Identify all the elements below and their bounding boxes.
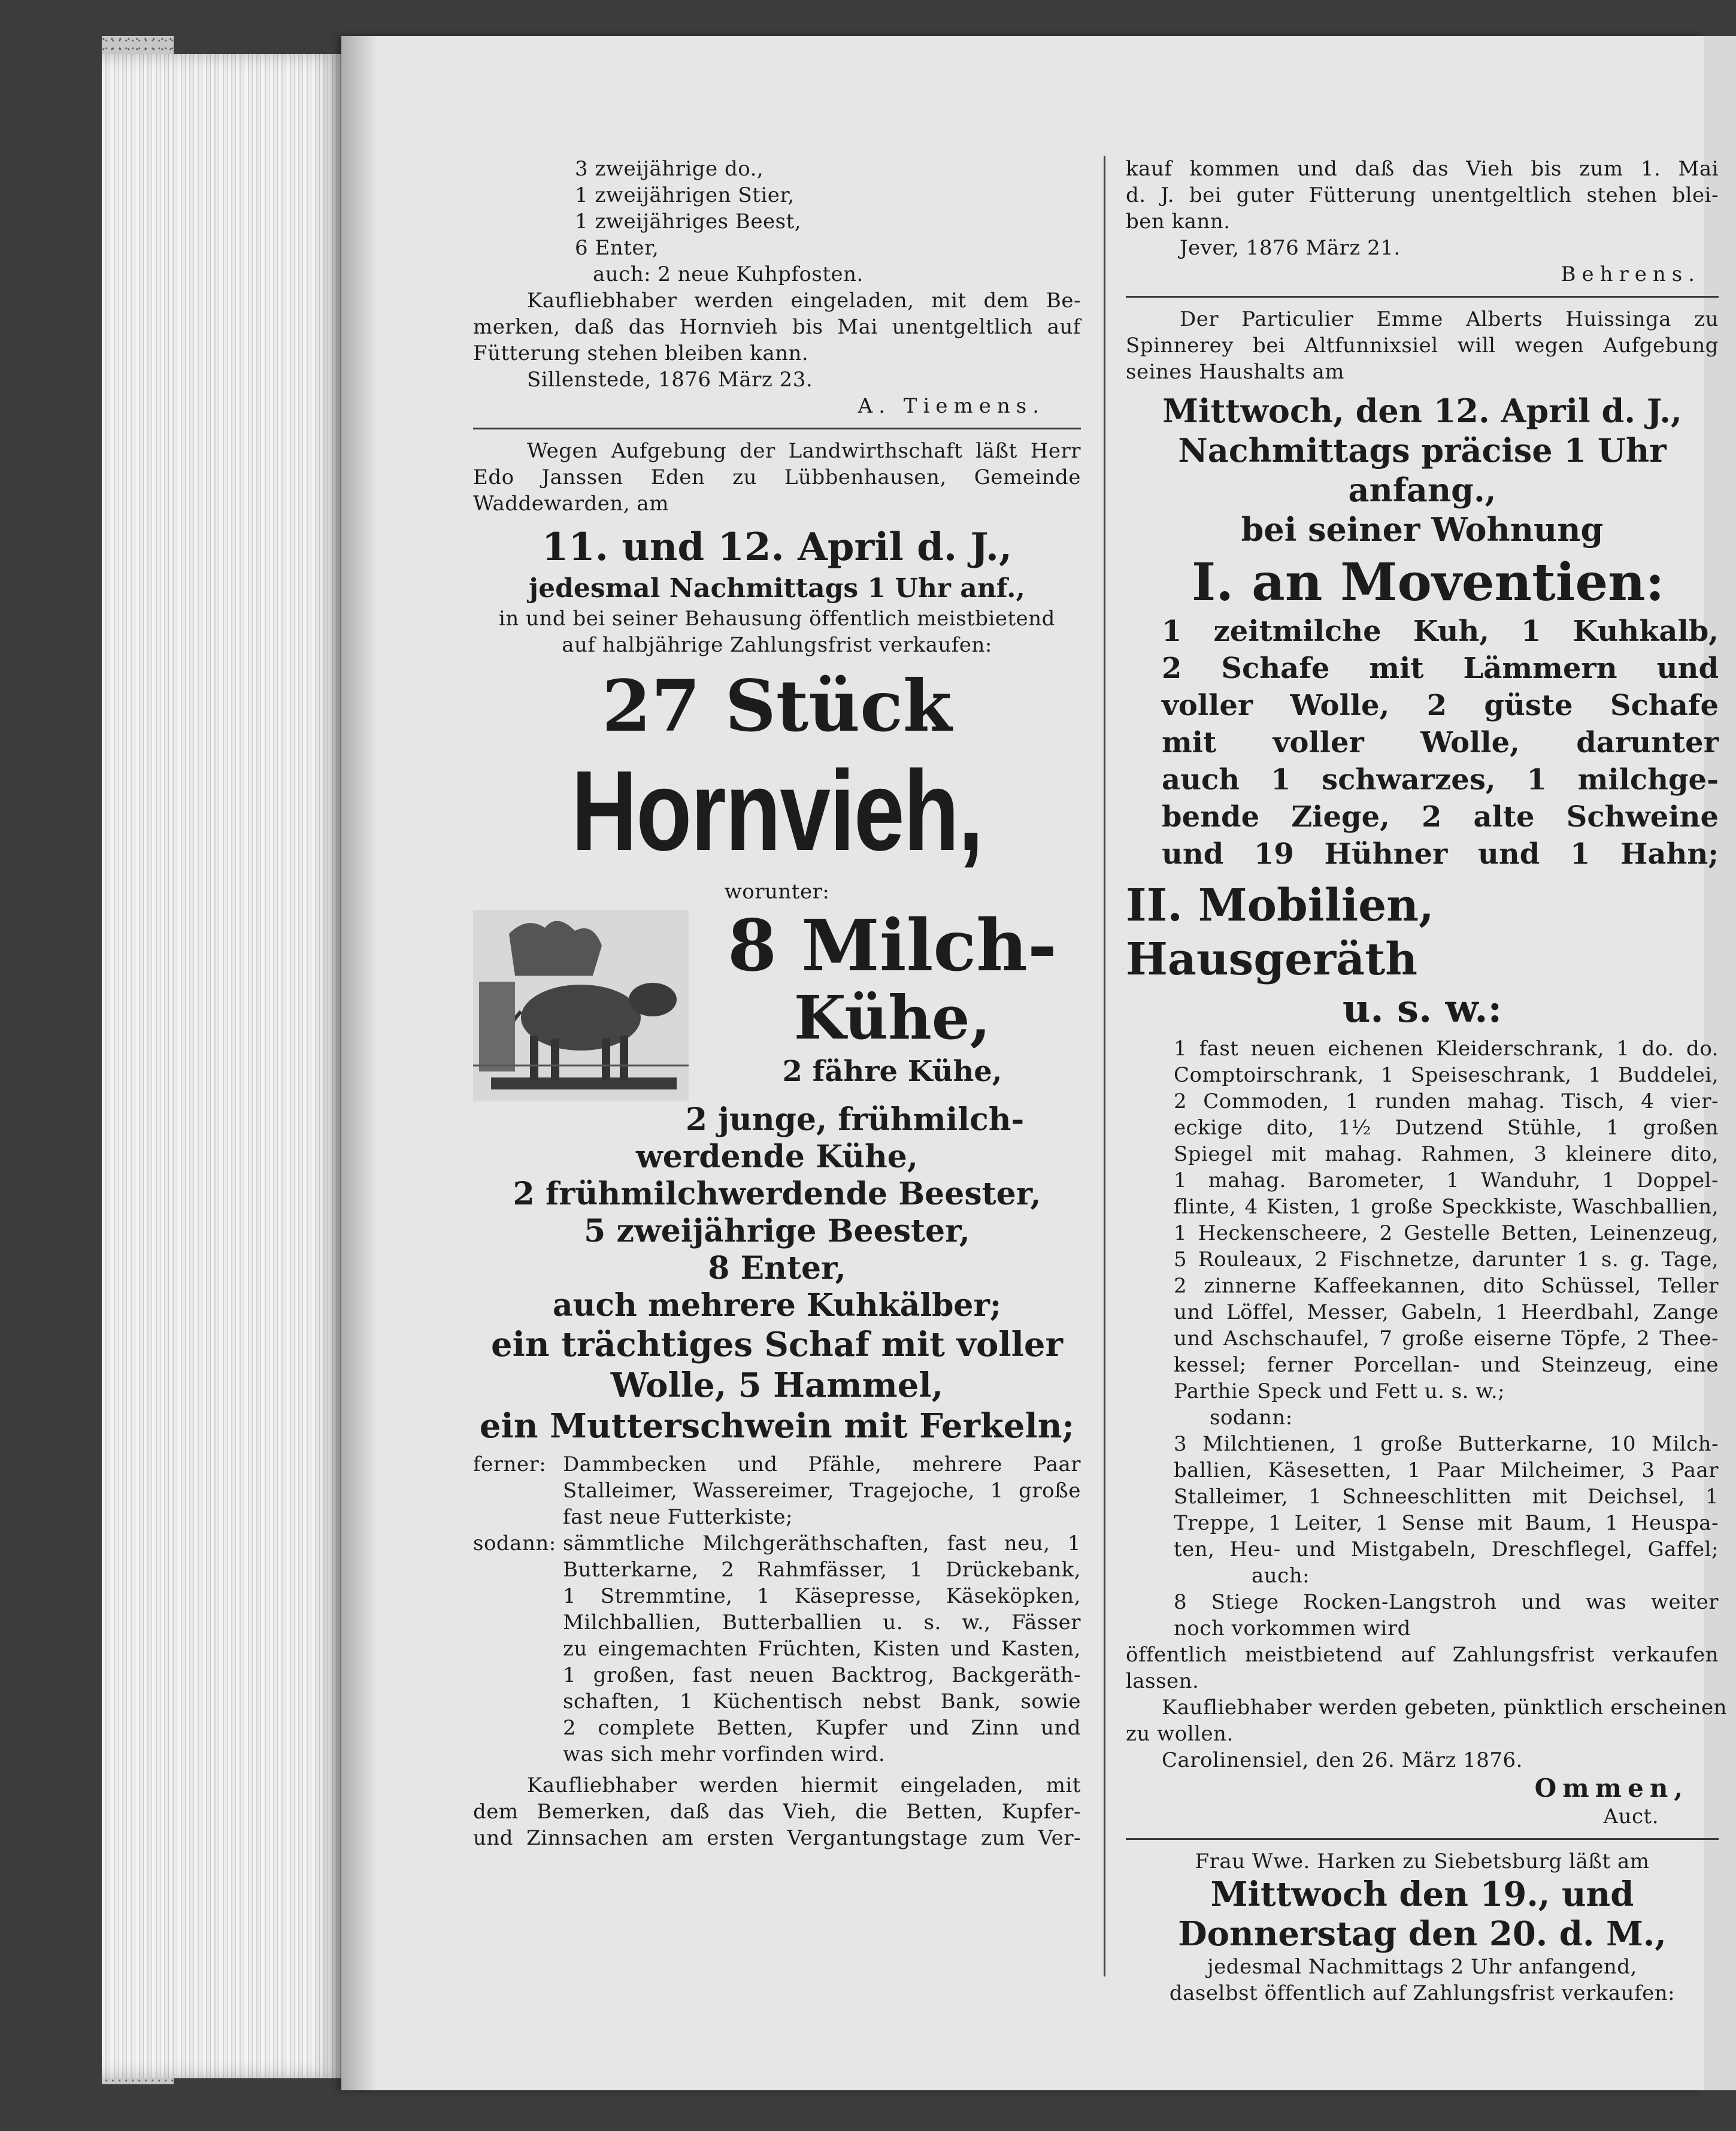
ad-jever-continuation [1126, 156, 1719, 287]
section-moventien: I. an Moventien: [1192, 552, 1665, 613]
ad-sillenstede [473, 156, 1081, 419]
cont-line: ben kann. [1126, 210, 1231, 234]
ferner-line: Stalleimer, Wassereimer, Tragejoche, 1 große [563, 1479, 1081, 1503]
closing-line: Kaufliebhaber werden hiermit eingeladen, mit [527, 1773, 1081, 1797]
moventien-line: 1 zeitmilche Kuh, 1 Kuhkalb, [1162, 615, 1719, 648]
item-line: 1 zweijähriges Beest, [575, 210, 802, 234]
auction-date: Donnerstag den 20. d. M., [1178, 1914, 1667, 1954]
milch-heading: 8 Milch- [727, 904, 1058, 987]
closing-line: dem Bemerken, daß das Vieh, die Betten, Kupfer- [473, 1800, 1081, 1824]
ferner-line: Dammbecken und Pfähle, mehrere Paar [563, 1452, 1081, 1476]
sodann-line: Stalleimer, 1 Schneeschlitten mit Deichsel, 1 [1174, 1485, 1719, 1509]
auction-place: bei seiner Wohnung [1241, 510, 1604, 549]
mobilien-line: Spiegel mit mahag. Rahmen, 3 kleinere dito, [1174, 1142, 1719, 1166]
moventien-line: voller Wolle, 2 güste Schafe [1162, 689, 1719, 722]
ad-signature: A. Tiemens. [858, 394, 1045, 418]
intro-line: Wegen Aufgebung der Landwirthschaft läßt Herr [527, 439, 1081, 463]
sodann-line: 1 Stremmtine, 1 Käsepresse, Käseköpken, [563, 1584, 1081, 1608]
auch-line: 8 Stiege Rocken-Langstroh und was weiter [1174, 1590, 1719, 1614]
moventien-list [1126, 613, 1719, 873]
ad-date: Jever, 1876 März 21. [1180, 236, 1401, 260]
closing-line: lassen. [1126, 1669, 1199, 1693]
auctioneer-title: Auct. [1603, 1805, 1659, 1829]
sodann-line: zu eingemachten Früchten, Kisten und Kasten, [563, 1637, 1081, 1661]
moventien-line: bende Ziege, 2 alte Schweine [1162, 800, 1719, 834]
cow-section [473, 904, 1081, 1101]
right-column [1126, 156, 1728, 2006]
moventien-line: mit voller Wolle, darunter [1162, 726, 1719, 759]
mobilien-line: 1 fast neuen eichenen Kleiderschrank, 1 do. do. [1174, 1037, 1719, 1061]
sodann-line: ballien, Käsesetten, 1 Paar Milcheimer, 3 Paar [1174, 1458, 1719, 1482]
ferner-block [473, 1451, 1081, 1530]
item-line: 3 zweijährige do., [575, 157, 764, 181]
bold-line: Wolle, 5 Hammel, [610, 1366, 944, 1405]
closing-line: Kaufliebhaber werden gebeten, pünktlich erscheinen [1162, 1696, 1728, 1720]
sodann-block [473, 1530, 1081, 1767]
auction-date: Mittwoch, den 12. April d. J., [1162, 392, 1682, 430]
mobilien-line: 1 Heckenscheere, 2 Gestelle Betten, Leinenzeug, [1174, 1221, 1719, 1245]
moventien-line: 2 Schafe mit Lämmern und [1162, 652, 1719, 685]
kuehe-heading: Kühe, [793, 982, 991, 1053]
item-heading: 8 Enter, [708, 1250, 846, 1287]
cow-text [701, 904, 1084, 1089]
ad-signature: Behrens. [1561, 262, 1701, 286]
sodann-line: 2 complete Betten, Kupfer und Zinn und [563, 1716, 1081, 1740]
sodann-line: sämmtliche Milchgeräthschaften, fast neu, 1 [563, 1531, 1081, 1555]
column-rule [1104, 156, 1105, 1976]
sodann-line: 1 großen, fast neuen Backtrog, Backgeräth- [563, 1663, 1081, 1687]
mobilien-line: und Löffel, Messer, Gabeln, 1 Heerdbahl, Zange [1174, 1300, 1719, 1324]
intro-line: Waddewarden, am [473, 492, 669, 516]
ad-siebetsburg [1126, 1848, 1719, 2006]
closing-line: öffentlich meistbietend auf Zahlungsfrist verkaufen [1126, 1643, 1719, 1667]
cont-line: kauf kommen und daß das Vieh bis zum 1. Mai [1126, 157, 1719, 181]
ferner-line: fast neue Futterkiste; [563, 1505, 793, 1529]
item-heading: 2 frühmilchwerdende Beester, [513, 1176, 1041, 1212]
time-line: jedesmal Nachmittags 2 Uhr anfangend, [1207, 1955, 1637, 1979]
item-heading: auch mehrere Kuhkälber; [552, 1287, 1002, 1324]
ad-date: Sillenstede, 1876 März 23. [527, 368, 813, 392]
item-heading: 5 zweijährige Beester, [584, 1213, 970, 1249]
mobilien-line: eckige dito, 1½ Dutzend Stühle, 1 großen [1174, 1116, 1719, 1140]
section-mobilien: II. Mobilien, Hausgeräth [1126, 880, 1434, 985]
sodann-line: Treppe, 1 Leiter, 1 Sense mit Baum, 1 Heuspa- [1174, 1511, 1719, 1535]
mobilien-line: 5 Rouleaux, 2 Fischnetze, darunter 1 s. g. Tage, [1174, 1248, 1719, 1272]
bold-line: ein trächtiges Schaf mit voller [490, 1325, 1064, 1364]
text-line: merken, daß das Hornvieh bis Mai unentgeltlich auf [473, 315, 1081, 339]
ad-carolinensiel [1126, 306, 1728, 1830]
cont-line: d. J. bei guter Fütterung unentgeltlich stehen blei- [1126, 183, 1719, 207]
mobilien-list [1126, 1036, 1719, 1642]
mobilien-line: Comptoirschrank, 1 Speiseschrank, 1 Buddelei, [1174, 1063, 1719, 1087]
moventien-line: auch 1 schwarzes, 1 milchge- [1162, 763, 1719, 797]
intro-line: Der Particulier Emme Alberts Huissinga zu [1180, 307, 1719, 331]
ad-signature: Ommen, [1534, 1773, 1689, 1803]
closing-line: zu wollen. [1126, 1722, 1234, 1746]
sodann-line: Butterkarne, 2 Rahmfässer, 1 Drückebank, [563, 1558, 1081, 1582]
auction-date: 11. und 12. April d. J., [541, 525, 1013, 570]
auction-date: Mittwoch den 19., und [1210, 1875, 1634, 1914]
gutter-shadow [341, 36, 377, 2090]
bold-line: ein Mutterschwein mit Ferkeln; [479, 1406, 1075, 1446]
worunter: worunter: [724, 880, 830, 904]
sodann-label: sodann: [1210, 1406, 1293, 1430]
mobilien-line: flinte, 4 Kisten, 1 große Speckkiste, Waschballien, [1174, 1195, 1719, 1219]
ad-date: Carolinensiel, den 26. März 1876. [1162, 1748, 1523, 1772]
ad-separator [1126, 1838, 1719, 1840]
sodann-line: ten, Heu- und Mistgabeln, Dreschflegel, Gaffel; [1174, 1537, 1719, 1561]
intro-line: seines Haushalts am [1126, 360, 1344, 384]
item-heading: 2 fähre Kühe, [782, 1055, 1002, 1088]
text-line: Fütterung stehen bleiben kann. [473, 341, 809, 365]
place-line: in und bei seiner Behausung öffentlich meistbietend [499, 607, 1055, 631]
sodann-line: was sich mehr vorfinden wird. [563, 1742, 886, 1766]
book-page-edges [102, 54, 341, 2078]
mobilien-line: 2 Commoden, 1 runden mahag. Tisch, 4 vier- [1174, 1089, 1719, 1113]
closing-line: und Zinnsachen am ersten Vergantungstage zum Ver- [473, 1826, 1081, 1850]
place-line: auf halbjährige Zahlungsfrist verkaufen: [562, 633, 992, 657]
auction-time: Nachmittags präcise 1 Uhr anfang., [1178, 431, 1667, 509]
cow-woodcut-image [473, 910, 689, 1101]
auch-line: noch vorkommen wird [1174, 1617, 1411, 1640]
mobilien-line: Parthie Speck und Fett u. s. w.; [1174, 1379, 1505, 1403]
mobilien-line: 2 zinnerne Kaffeekannen, dito Schüssel, Teller [1174, 1274, 1719, 1298]
mobilien-line: und Aschschaufel, 7 große eiserne Töpfe, 2 Thee- [1174, 1327, 1719, 1351]
ad-separator [473, 428, 1081, 429]
count-heading: 27 Stück [602, 664, 952, 747]
mobilien-line: 1 mahag. Barometer, 1 Wanduhr, 1 Doppel- [1174, 1169, 1719, 1192]
moventien-line: und 19 Hühner und 1 Hahn; [1162, 837, 1719, 871]
sodann-line: schaften, 1 Küchentisch nebst Bank, sowie [563, 1690, 1081, 1714]
item-heading: werdende Kühe, [636, 1139, 918, 1175]
section-mobilien-cont: u. s. w.: [1342, 986, 1502, 1031]
main-heading: Hornvieh, [571, 747, 983, 874]
item-line: 6 Enter, [575, 236, 659, 260]
intro-line: Frau Wwe. Harken zu Siebetsburg läßt am [1195, 1850, 1650, 1873]
left-column [473, 156, 1081, 1851]
auch-label: auch: [1252, 1564, 1310, 1588]
intro-line: Spinnerey bei Altfunnixsiel will wegen Aufgebung [1126, 334, 1719, 358]
also-line: auch: 2 neue Kuhpfosten. [593, 262, 864, 286]
ad-separator [1126, 296, 1719, 298]
ferner-label: ferner: [473, 1452, 547, 1476]
auction-time: jedesmal Nachmittags 1 Uhr anf., [529, 573, 1025, 604]
ad-waddewarden [473, 438, 1081, 1851]
sodann-line: Milchballien, Butterballien u. s. w., Fässer [563, 1611, 1081, 1634]
item-line: 1 zweijährigen Stier, [575, 183, 795, 207]
text-line: Kaufliebhaber werden eingeladen, mit dem Be- [527, 289, 1081, 313]
sell-line: daselbst öffentlich auf Zahlungsfrist verkaufen: [1169, 1981, 1676, 2005]
sodann-line: 3 Milchtienen, 1 große Butterkarne, 10 Milch- [1174, 1432, 1719, 1456]
sodann-label: sodann: [473, 1531, 556, 1555]
intro-line: Edo Janssen Eden zu Lübbenhausen, Gemeinde [473, 465, 1081, 489]
mobilien-line: kessel; ferner Porcellan- und Steinzeug, eine [1174, 1353, 1719, 1377]
item-heading: 2 junge, frühmilch- [685, 1101, 1025, 1138]
